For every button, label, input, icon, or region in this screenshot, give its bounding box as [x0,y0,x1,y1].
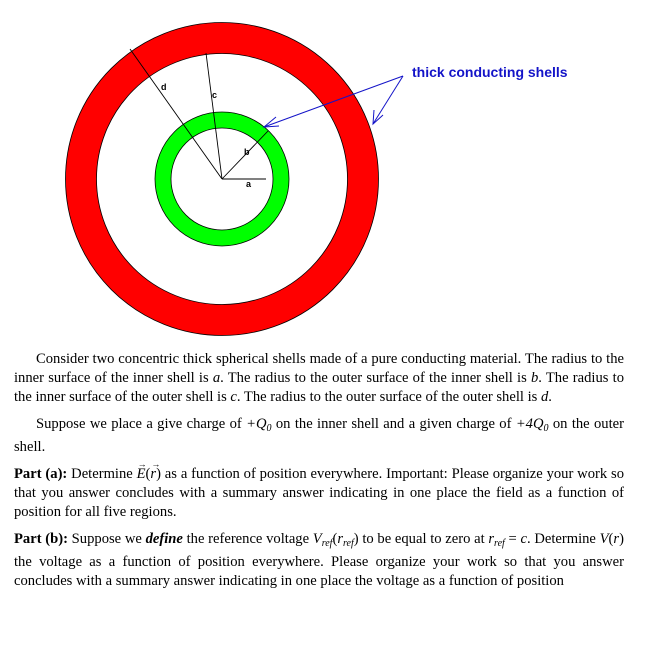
var-r-ref: r [337,531,344,547]
part-b-text-7: ) the voltage as a function of position everywhere. Please organize your work so that you answer concludes with a summary answer indicating in one place the voltage as a function of position [14,531,624,589]
part-a-label: Part (a): [14,466,68,482]
paragraph-charges [14,415,624,457]
var-c: c [230,389,237,405]
part-b-text-5: . Determine [526,531,600,547]
vector-E: → E [137,466,146,482]
problem-text [14,350,624,599]
charge-inner: +Q [246,416,267,432]
paragraph-part-b [14,530,624,591]
part-b-text-6: ( [608,531,614,547]
label-c: c [212,90,218,100]
equals-sign: = [504,531,521,547]
charges-text-2: on the inner shell and a given charge of [271,416,516,432]
callout-arrow-outer [373,76,403,124]
label-d: d [161,82,167,92]
setup-text-5: . [548,389,552,405]
paragraph-part-a [14,465,624,522]
charge-outer-sub: 0 [543,423,549,434]
setup-text-1: Consider two concentric thick spherical shells made of a pure conducting material. The radius to the inner surface of the inner shell is [14,351,624,386]
part-b-define: define [145,531,183,547]
charges-text-1: Suppose we place a give charge of [36,416,247,432]
sub-ref-2: ref [343,538,354,549]
vector-r: → r [150,466,156,482]
part-b-text-3: ( [332,531,338,547]
callout-label: thick conducting shells [412,64,568,80]
var-d: d [540,389,549,405]
var-V: V [599,531,609,547]
part-a-text-1: Determine [67,466,137,482]
label-b: b [244,147,250,157]
var-b: b [530,370,539,386]
paragraph-setup [14,350,624,407]
charge-inner-sub: 0 [266,423,272,434]
sub-ref-3: ref [494,538,505,549]
part-b-label: Part (b): [14,531,68,547]
charges-text-3: on the outer shell. [14,416,624,455]
sub-ref-1: ref [321,538,333,549]
setup-text-2: . The radius to the outer surface of the inner shell is [220,370,531,386]
label-a: a [246,179,252,189]
charge-outer: +4Q [515,416,544,432]
part-a-text-2: ( [145,466,151,482]
var-c-2: c [520,531,527,547]
part-b-text-4: ) to be equal to zero at [353,531,489,547]
setup-text-4: . The radius to the outer surface of the outer shell is [236,389,541,405]
part-a-text-3: ) as a function of position everywhere. Important: Please organize your work so that you answer concludes with a summary answer indicating in one place the field as a function of position for all five regions. [14,466,625,520]
setup-text-3: . The radius to the inner surface of the outer shell is [14,370,624,405]
var-V-ref: V [312,531,322,547]
var-r: r [613,531,620,547]
var-a: a [212,370,221,386]
var-r-ref-2: r [488,531,495,547]
part-b-text-1: Suppose we [67,531,146,547]
part-b-text-2: the reference voltage [182,531,313,547]
